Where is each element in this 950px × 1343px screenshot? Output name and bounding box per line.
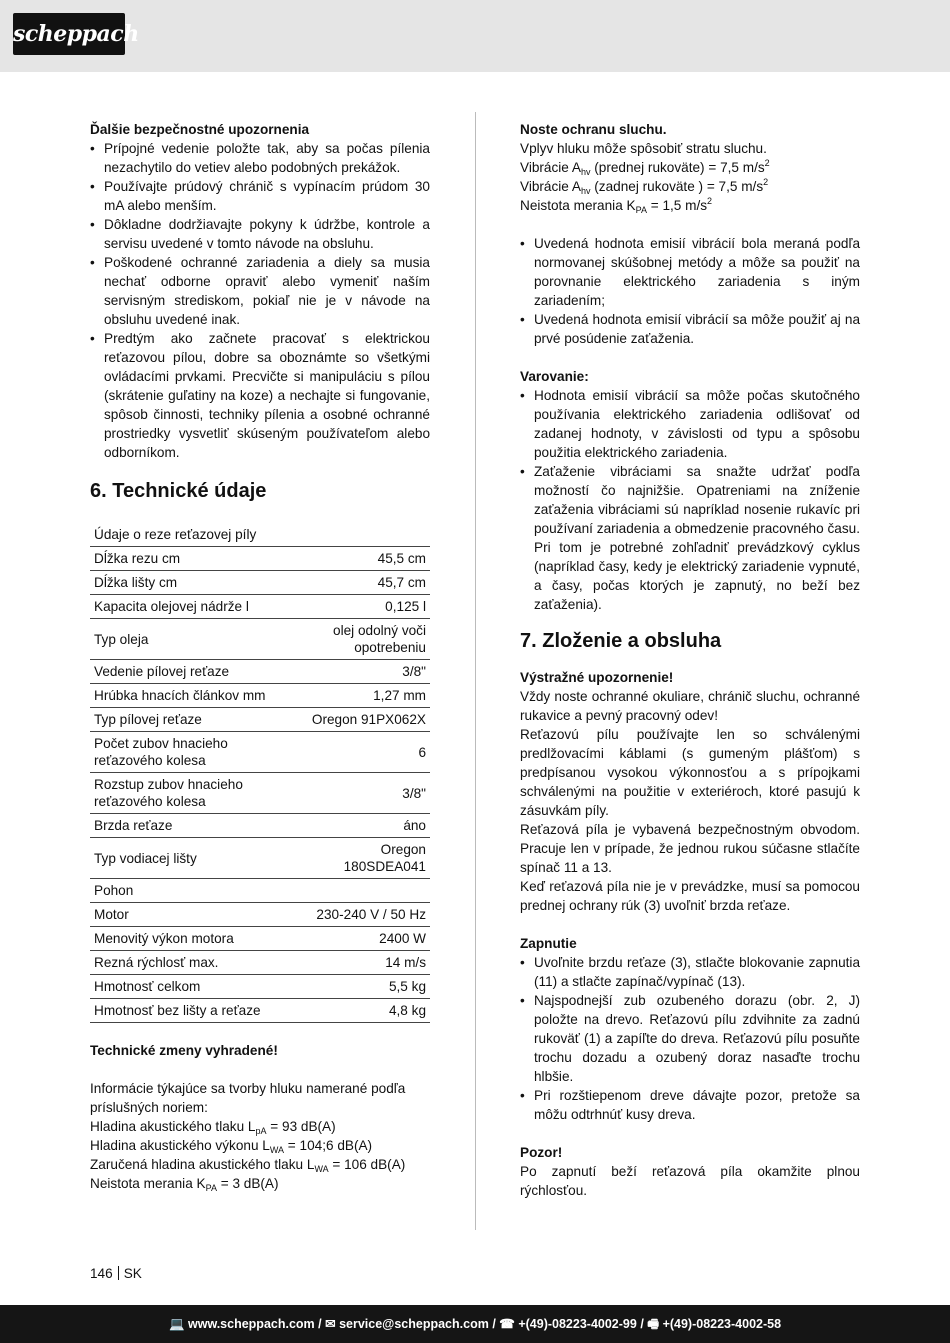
- startup-heading: Zapnutie: [520, 936, 577, 951]
- spec-label: Vedenie pílovej reťaze: [90, 660, 303, 684]
- spec-value: 3/8": [303, 660, 430, 684]
- table-row: [90, 684, 430, 708]
- measurement-line: [520, 196, 860, 215]
- startup-list: [520, 953, 860, 1124]
- measurement-line: [520, 158, 860, 177]
- envelope-icon: ✉: [325, 1317, 336, 1331]
- spec-label: Rozstup zubov hnacieho reťazového kolesa: [90, 773, 303, 814]
- table-row: [90, 879, 430, 903]
- spec-value: 2400 W: [303, 927, 430, 951]
- safety-list: [90, 139, 430, 462]
- hearing-heading: Noste ochranu sluchu.: [520, 122, 667, 137]
- computer-icon: 💻: [168, 1317, 185, 1331]
- vibration-list: [520, 234, 860, 348]
- measurement-sub: hv: [580, 186, 591, 196]
- measurement-post: = 3 dB(A): [216, 1176, 279, 1191]
- measurement-post: = 106 dB(A): [328, 1157, 406, 1172]
- page-number-separator: [118, 1266, 119, 1280]
- noise-values: [90, 1117, 430, 1193]
- spec-value: 1,27 mm: [303, 684, 430, 708]
- footer-bar: [0, 1305, 950, 1343]
- section-title-technical-data: 6. Technické údaje: [90, 480, 267, 502]
- measurement-sub: PA: [635, 205, 647, 215]
- measurement-sub: PA: [205, 1183, 217, 1193]
- alert-paragraph: Keď reťazová píla nie je v prevádzke, musí sa pomocou prednej ochrany rúk (3) uvoľniť brzda reťaze.: [520, 879, 860, 913]
- table-row: [90, 999, 430, 1023]
- hearing-text: Vplyv hluku môže spôsobiť stratu sluchu.: [520, 141, 767, 156]
- alert-paragraph: Vždy noste ochranné okuliare, chránič sluchu, ochranné rukavice a pevný pracovný odev!: [520, 689, 860, 723]
- spec-label: Dĺžka lišty cm: [90, 571, 303, 595]
- list-item: • Hodnota emisií vibrácií sa môže počas skutočného používania elektrického zariadenia odlišovať od zadanej hodnoty, v závislosti od typu a spôsobu použitia elektrického zariadenia.: [520, 386, 860, 462]
- list-item: • Predtým ako začnete pracovať s elektrickou reťazovou pílou, dobre sa oboznámte so všetkými ovládacími prvkami. Precvičte si manipuláciu s pílou (skrátenie guľatiny na koze) a nechajte si fungovanie, spôsob činnosti, techniky pílenia a osobné ochranné prostriedky vysvetliť skúseným používateľom alebo odborníkom.: [90, 329, 430, 462]
- measurement-post: = 104;6 dB(A): [284, 1138, 373, 1153]
- list-item: • Dôkladne dodržiavajte pokyny k údržbe, kontrole a servisu uvedené v tomto návode na obsluhu.: [90, 215, 430, 253]
- list-item: • Uvedená hodnota emisií vibrácií sa môže použiť aj na prvé posúdenie zaťaženia.: [520, 310, 860, 348]
- spec-value: 230-240 V / 50 Hz: [303, 903, 430, 927]
- section-title-assembly: 7. Zloženie a obsluha: [520, 630, 722, 652]
- fax-number: +(49)-08223-4002-58: [662, 1317, 782, 1331]
- measurement-sub: WA: [269, 1145, 285, 1155]
- warning-list: [520, 386, 860, 614]
- spec-label: Pohon: [90, 879, 303, 903]
- table-row: [90, 903, 430, 927]
- spec-value: Oregon 180SDEA041: [303, 838, 430, 879]
- spec-table-header: Údaje o reze reťazovej píly: [90, 520, 430, 547]
- list-item: • Pri rozštiepenom dreve dávajte pozor, pretože sa môžu odtrhnúť kusy dreva.: [520, 1086, 860, 1124]
- table-row: [90, 595, 430, 619]
- spec-value: áno: [303, 814, 430, 838]
- caution-heading: Pozor!: [520, 1145, 563, 1160]
- spec-label: Počet zubov hnacieho reťazového kolesa: [90, 732, 303, 773]
- page-number-value: 146: [90, 1266, 113, 1281]
- warning-heading: Varovanie:: [520, 369, 589, 384]
- spec-value: 4,8 kg: [303, 999, 430, 1023]
- measurement-pre: Vibrácie A: [520, 179, 581, 194]
- table-row: [90, 547, 430, 571]
- spec-value: 6: [303, 732, 430, 773]
- website-link[interactable]: www.scheppach.com: [188, 1317, 315, 1331]
- measurement-line: [520, 177, 860, 196]
- caution-text: Po zapnutí beží reťazová píla okamžite plnou rýchlosťou.: [520, 1164, 860, 1198]
- spec-table: [90, 520, 430, 1023]
- spec-label: Hmotnosť celkom: [90, 975, 303, 999]
- footer-separator: /: [318, 1317, 326, 1331]
- noise-intro: Informácie týkajúce sa tvorby hluku namerané podľa príslušných noriem:: [90, 1081, 406, 1115]
- page-language: SK: [123, 1266, 142, 1281]
- column-divider: [475, 112, 476, 1230]
- right-column: [520, 120, 860, 1200]
- spec-value: 3/8": [303, 773, 430, 814]
- list-item: • Uvedená hodnota emisií vibrácií bola meraná podľa normovanej skúšobnej metódy a môže sa použiť na porovnanie elektrického zariadenia s iným zariadením;: [520, 234, 860, 310]
- safety-heading: Ďalšie bezpečnostné upozornenia: [90, 122, 310, 137]
- measurement-sub: hv: [580, 167, 591, 177]
- spec-label: Hrúbka hnacích článkov mm: [90, 684, 303, 708]
- phone-number: +(49)-08223-4002-99: [518, 1317, 637, 1331]
- alert-heading: Výstražné upozornenie!: [520, 670, 674, 685]
- spec-label: Typ pílovej reťaze: [90, 708, 303, 732]
- measurement-pre: Hladina akustického výkonu L: [90, 1138, 270, 1153]
- table-row: [90, 619, 430, 660]
- measurement-sup: 2: [763, 177, 769, 187]
- measurement-pre: Neistota merania K: [520, 198, 636, 213]
- measurement-line: [90, 1155, 430, 1174]
- spec-label: Typ vodiacej lišty: [90, 838, 303, 879]
- table-row: [90, 975, 430, 999]
- fax-icon: 🖷: [647, 1317, 660, 1331]
- vibration-values: [520, 158, 860, 215]
- spec-value: 14 m/s: [303, 951, 430, 975]
- page-number: [90, 1266, 142, 1281]
- telephone-icon: ☎: [499, 1317, 515, 1331]
- list-item: • Uvoľnite brzdu reťaze (3), stlačte blokovanie zapnutia (11) a stlačte zapínač/vypínač (13).: [520, 953, 860, 991]
- measurement-line: [90, 1136, 430, 1155]
- spec-value: 0,125 l: [303, 595, 430, 619]
- measurement-pre: Neistota merania K: [90, 1176, 206, 1191]
- measurement-pre: Zaručená hladina akustického tlaku L: [90, 1157, 315, 1172]
- footer-separator: /: [492, 1317, 500, 1331]
- spec-value: Oregon 91PX062X: [303, 708, 430, 732]
- table-row: [90, 927, 430, 951]
- list-item: • Najspodnejší zub ozubeného dorazu (obr. 2, J) položte na drevo. Reťazovú pílu zdvihnite za zadnú rukoväť (1) a zapíľte do dreva. Reťazovú pílu posuňte trochu dozadu a ozubený doraz nasaďte trochu hlbšie.: [520, 991, 860, 1086]
- email-link[interactable]: service@scheppach.com: [339, 1317, 489, 1331]
- spec-label: Menovitý výkon motora: [90, 927, 303, 951]
- list-item: • Zaťaženie vibráciami sa snažte udržať podľa možností čo najnižšie. Opatreniami na zníženie zaťaženia vibráciami sú napríklad nosenie rukavíc pri používaní zariadenia a obmedzenie pracovného času. Pri tom je potrebné zohľadniť prevádzkový cyklus (napríklad časy, kedy je elektrický zariadenie vypnuté, a časy, počas ktorých je zapnutý, no beží bez zaťaženia).: [520, 462, 860, 614]
- header-bar: [0, 0, 950, 72]
- list-item: • Poškodené ochranné zariadenia a diely sa musia nechať odborne opraviť alebo vymeniť naším servisným strediskom, pokiaľ nie je v návode na obsluhu uvedené inak.: [90, 253, 430, 329]
- table-row: [90, 814, 430, 838]
- table-row: [90, 660, 430, 684]
- list-item: • Prípojné vedenie položte tak, aby sa počas pílenia nezachytilo do vetiev alebo podobných prekážok.: [90, 139, 430, 177]
- measurement-sub: WA: [314, 1164, 329, 1174]
- spec-value: olej odolný voči opotrebeniu: [303, 619, 430, 660]
- table-row: [90, 773, 430, 814]
- measurement-sub: pA: [255, 1126, 267, 1136]
- table-row: [90, 951, 430, 975]
- alert-paragraph: Reťazovú pílu používajte len so schválenými predlžovacími káblami (s gumeným plášťom) s predpísanou vysokou výkonnosťou a s prípojkami schválenými na použitie v exteriéroch, ktoré pasujú k zásuvkám píly.: [520, 727, 860, 818]
- spec-label: Brzda reťaze: [90, 814, 303, 838]
- spec-label: Hmotnosť bez lišty a reťaze: [90, 999, 303, 1023]
- spec-label: Kapacita olejovej nádrže l: [90, 595, 303, 619]
- alert-paragraph: Reťazová píla je vybavená bezpečnostným obvodom. Pracuje len v prípade, že jednou rukou súčasne stlačíte spínač 11 a 13.: [520, 822, 860, 875]
- spec-label: Typ oleja: [90, 619, 303, 660]
- spec-value: 5,5 kg: [303, 975, 430, 999]
- table-row: [90, 838, 430, 879]
- table-row: [90, 708, 430, 732]
- footer-separator: /: [640, 1317, 648, 1331]
- measurement-sup: 2: [707, 196, 713, 206]
- measurement-post: (prednej rukoväte) = 7,5 m/s: [590, 160, 765, 175]
- spec-value: 45,5 cm: [303, 547, 430, 571]
- table-row: [90, 732, 430, 773]
- spec-value: 45,7 cm: [303, 571, 430, 595]
- list-item: • Používajte prúdový chránič s vypínacím prúdom 30 mA alebo menším.: [90, 177, 430, 215]
- brand-logo: scheppach: [13, 13, 125, 55]
- spec-label: Motor: [90, 903, 303, 927]
- measurement-line: [90, 1117, 430, 1136]
- table-row: [90, 571, 430, 595]
- spec-label: Dĺžka rezu cm: [90, 547, 303, 571]
- measurement-post: = 1,5 m/s: [646, 198, 708, 213]
- measurement-pre: Vibrácie A: [520, 160, 581, 175]
- measurement-line: [90, 1174, 430, 1193]
- measurement-post: = 93 dB(A): [266, 1119, 336, 1134]
- spec-label: Rezná rýchlosť max.: [90, 951, 303, 975]
- table-header-row: [90, 520, 430, 547]
- measurement-pre: Hladina akustického tlaku L: [90, 1119, 256, 1134]
- measurement-sup: 2: [764, 158, 770, 168]
- measurement-post: (zadnej rukoväte ) = 7,5 m/s: [590, 179, 764, 194]
- changes-reserved-note: Technické zmeny vyhradené!: [90, 1043, 278, 1058]
- left-column: [90, 120, 430, 1193]
- spec-value: [303, 879, 430, 903]
